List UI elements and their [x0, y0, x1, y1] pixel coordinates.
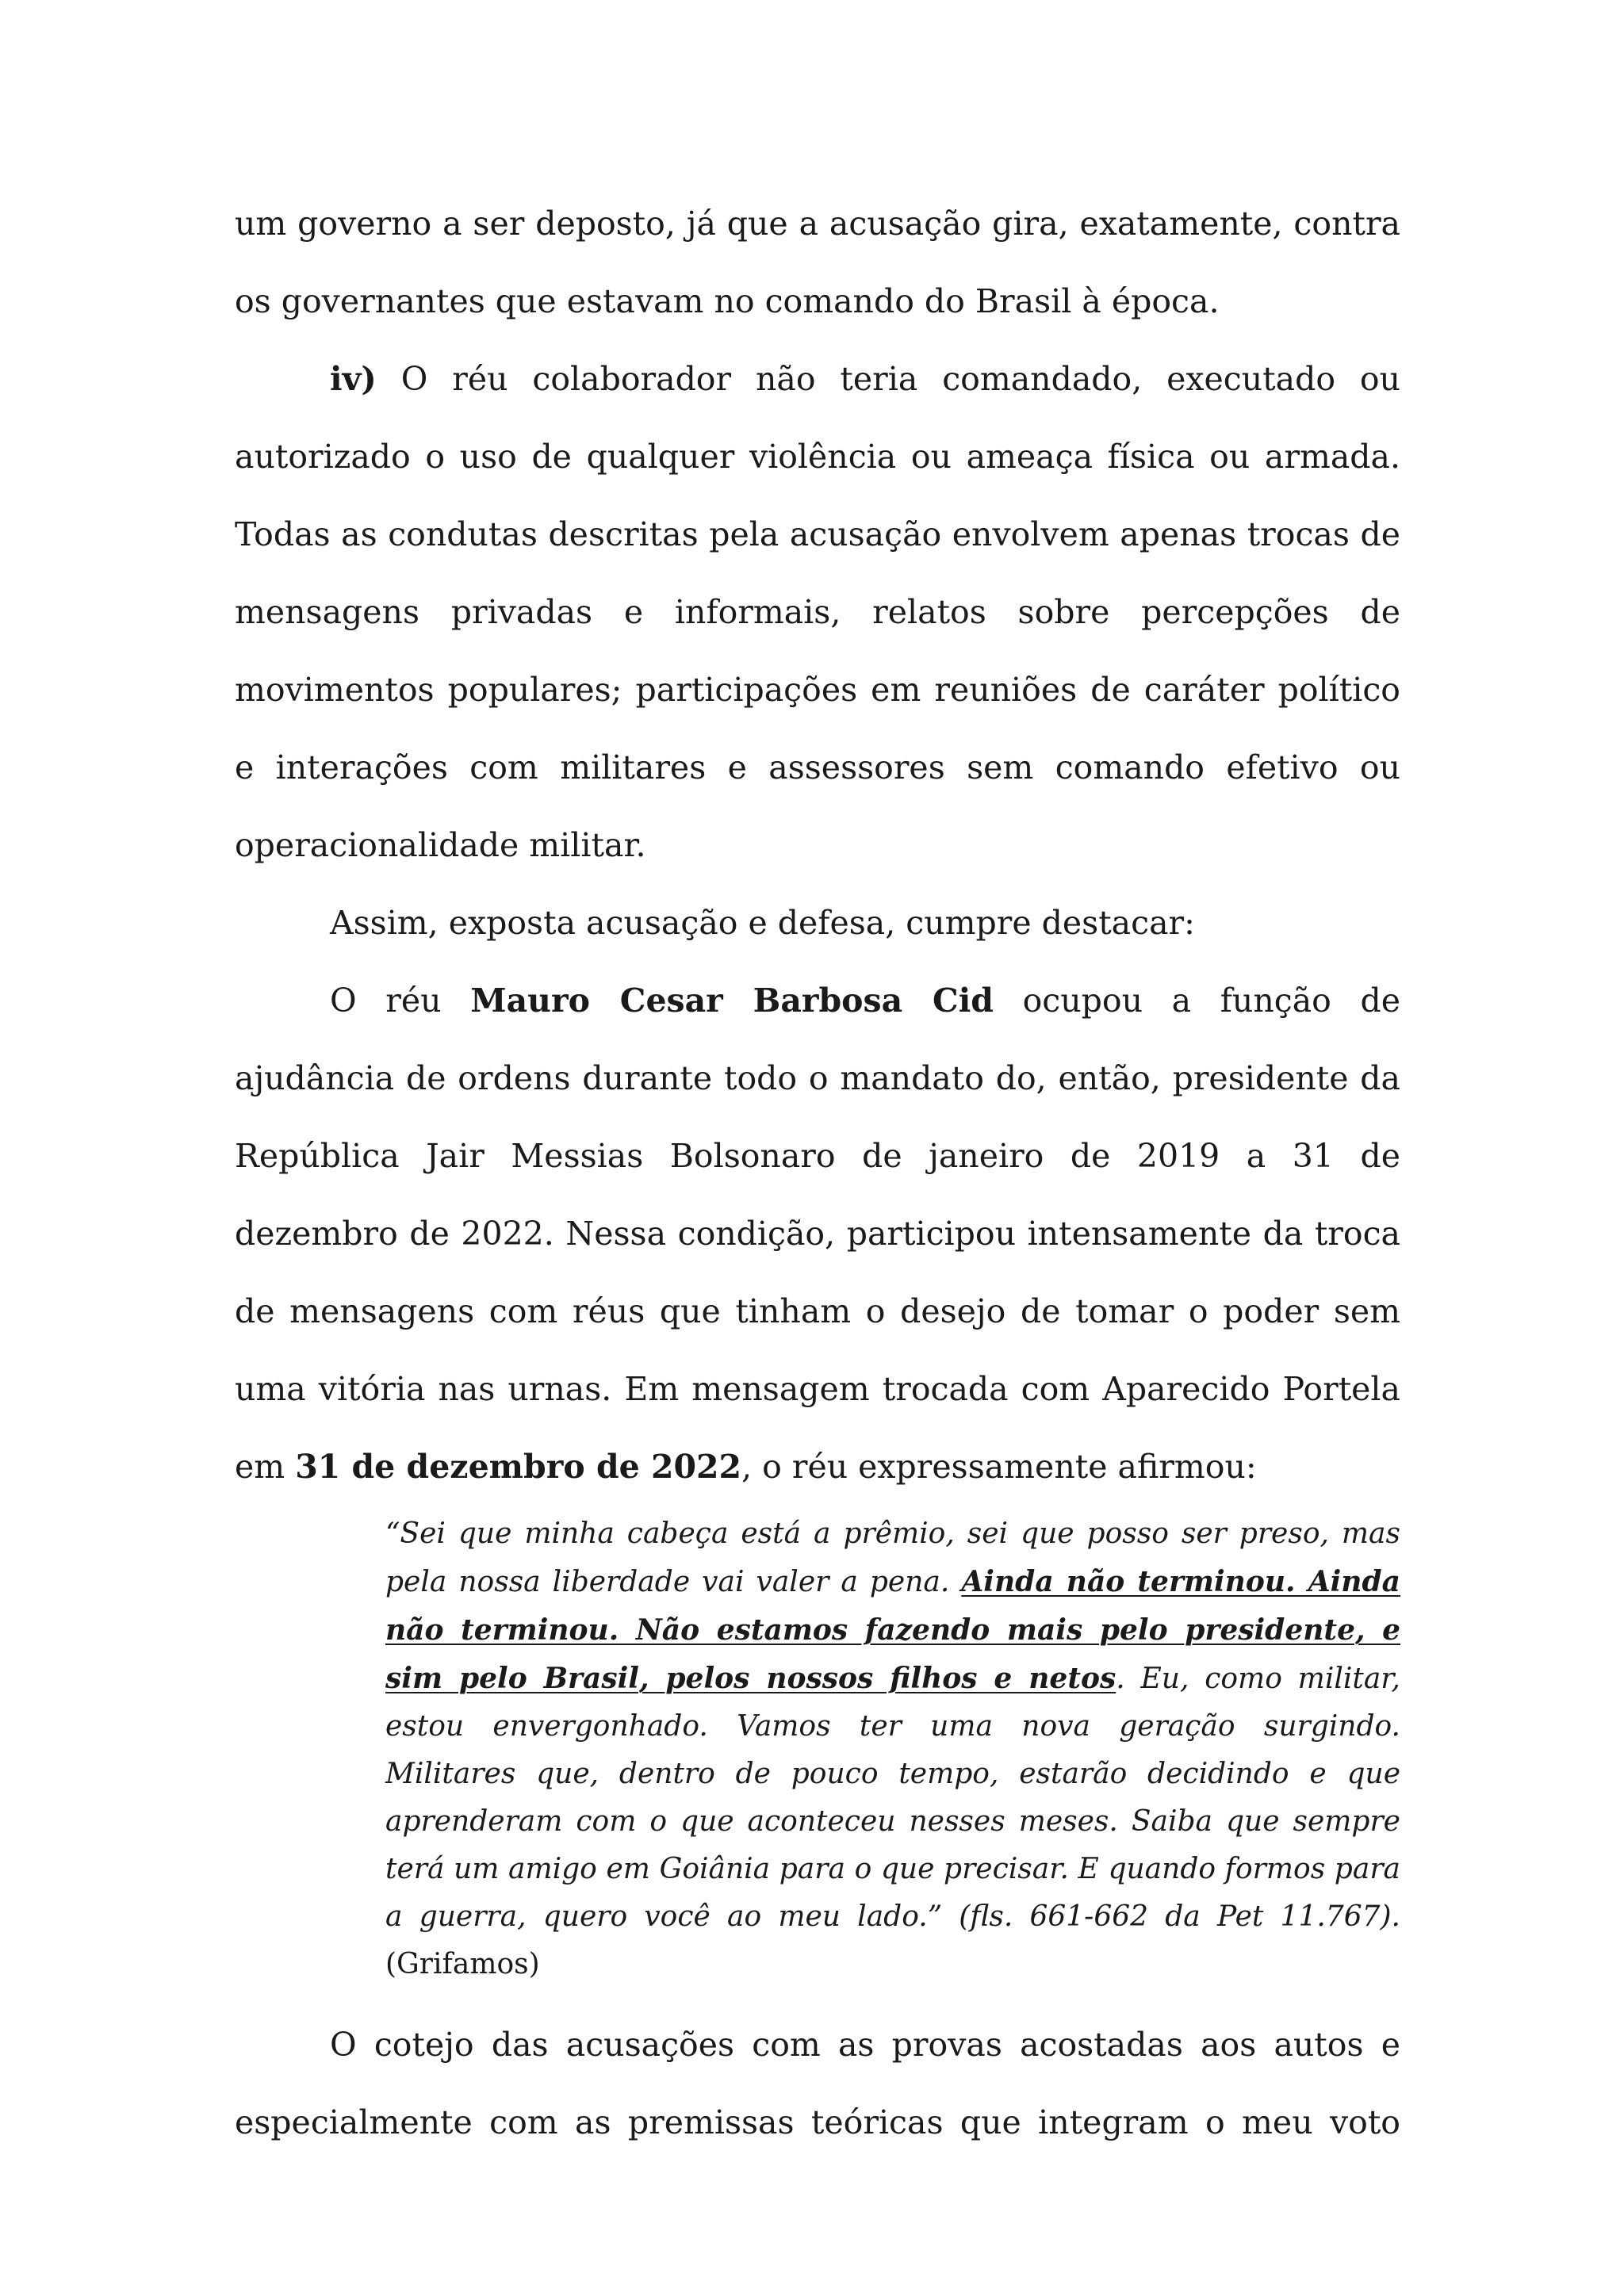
paragraph-text: ocupou a função de ajudância de ordens durante todo o mandato do, então, presidente da República Jair Messias Bolsonaro de janeiro de 2019 a 31 de dezembro de 2022. Nessa condição, participou intensamente da troca de mensagens com réus que tinham o desejo de tomar o poder sem uma vitória nas urnas. Em mensagem trocada com Aparecido Portela em	[235, 982, 1400, 1486]
paragraph-text: O cotejo das acusações com as provas acostadas aos autos e especialmente com as premissas teóricas que integram o meu voto	[235, 2026, 1400, 2141]
quote-text: . Eu, como militar, estou envergonhado. Vamos ter uma nova geração surgindo. Militares que, dentro de pouco tempo, estarão decidindo e que aprenderam com o que aconteceu nesses meses. Saiba que sempre terá um amigo em Goiânia para o que precisar. E quando formos para a guerra, quero você ao meu lado.” (fls. 661-662 da Pet 11.767).	[385, 1663, 1400, 1933]
block-quote	[385, 1506, 1400, 2006]
paragraph-text: O réu	[330, 982, 471, 1020]
paragraph-text: um governo a ser deposto, já que a acusação gira, exatamente, contra os governantes que estavam no comando do Brasil à época.	[235, 205, 1400, 320]
paragraph-transition	[235, 884, 1400, 962]
quote-emphasis: Ainda não terminou. Ainda não terminou. Não estamos fazendo mais pelo presidente, e sim pelo Brasil, pelos nossos filhos e netos	[385, 1565, 1400, 1695]
emphasis-note: (Grifamos)	[385, 1948, 540, 1980]
paragraph-text: Assim, exposta acusação e defesa, cumpre destacar:	[330, 904, 1195, 942]
quote-text: “Sei que minha cabeça está a prêmio, sei que posso ser preso, mas pela nossa liberdade vai valer a pena.	[385, 1517, 1400, 1598]
document-body	[235, 185, 1400, 2161]
paragraph-continuation	[235, 185, 1400, 340]
paragraph-item-iv	[235, 340, 1400, 884]
paragraph-conclusion	[235, 2006, 1400, 2161]
paragraph-text: O réu colaborador não teria comandado, executado ou autorizado o uso de qualquer violência ou ameaça física ou armada. Todas as condutas descritas pela acusação envolvem apenas trocas de mensagens privadas e informais, relatos sobre percepções de movimentos populares; participações em reuniões de caráter político e interações com militares e assessores sem comando efetivo ou operacionalidade militar.	[235, 360, 1400, 864]
message-date: 31 de dezembro de 2022	[295, 1448, 742, 1486]
paragraph-defendant	[235, 962, 1400, 1506]
defendant-name: Mauro Cesar Barbosa Cid	[470, 982, 994, 1020]
item-label: iv)	[330, 360, 377, 398]
paragraph-text: , o réu expressamente afirmou:	[741, 1448, 1257, 1486]
